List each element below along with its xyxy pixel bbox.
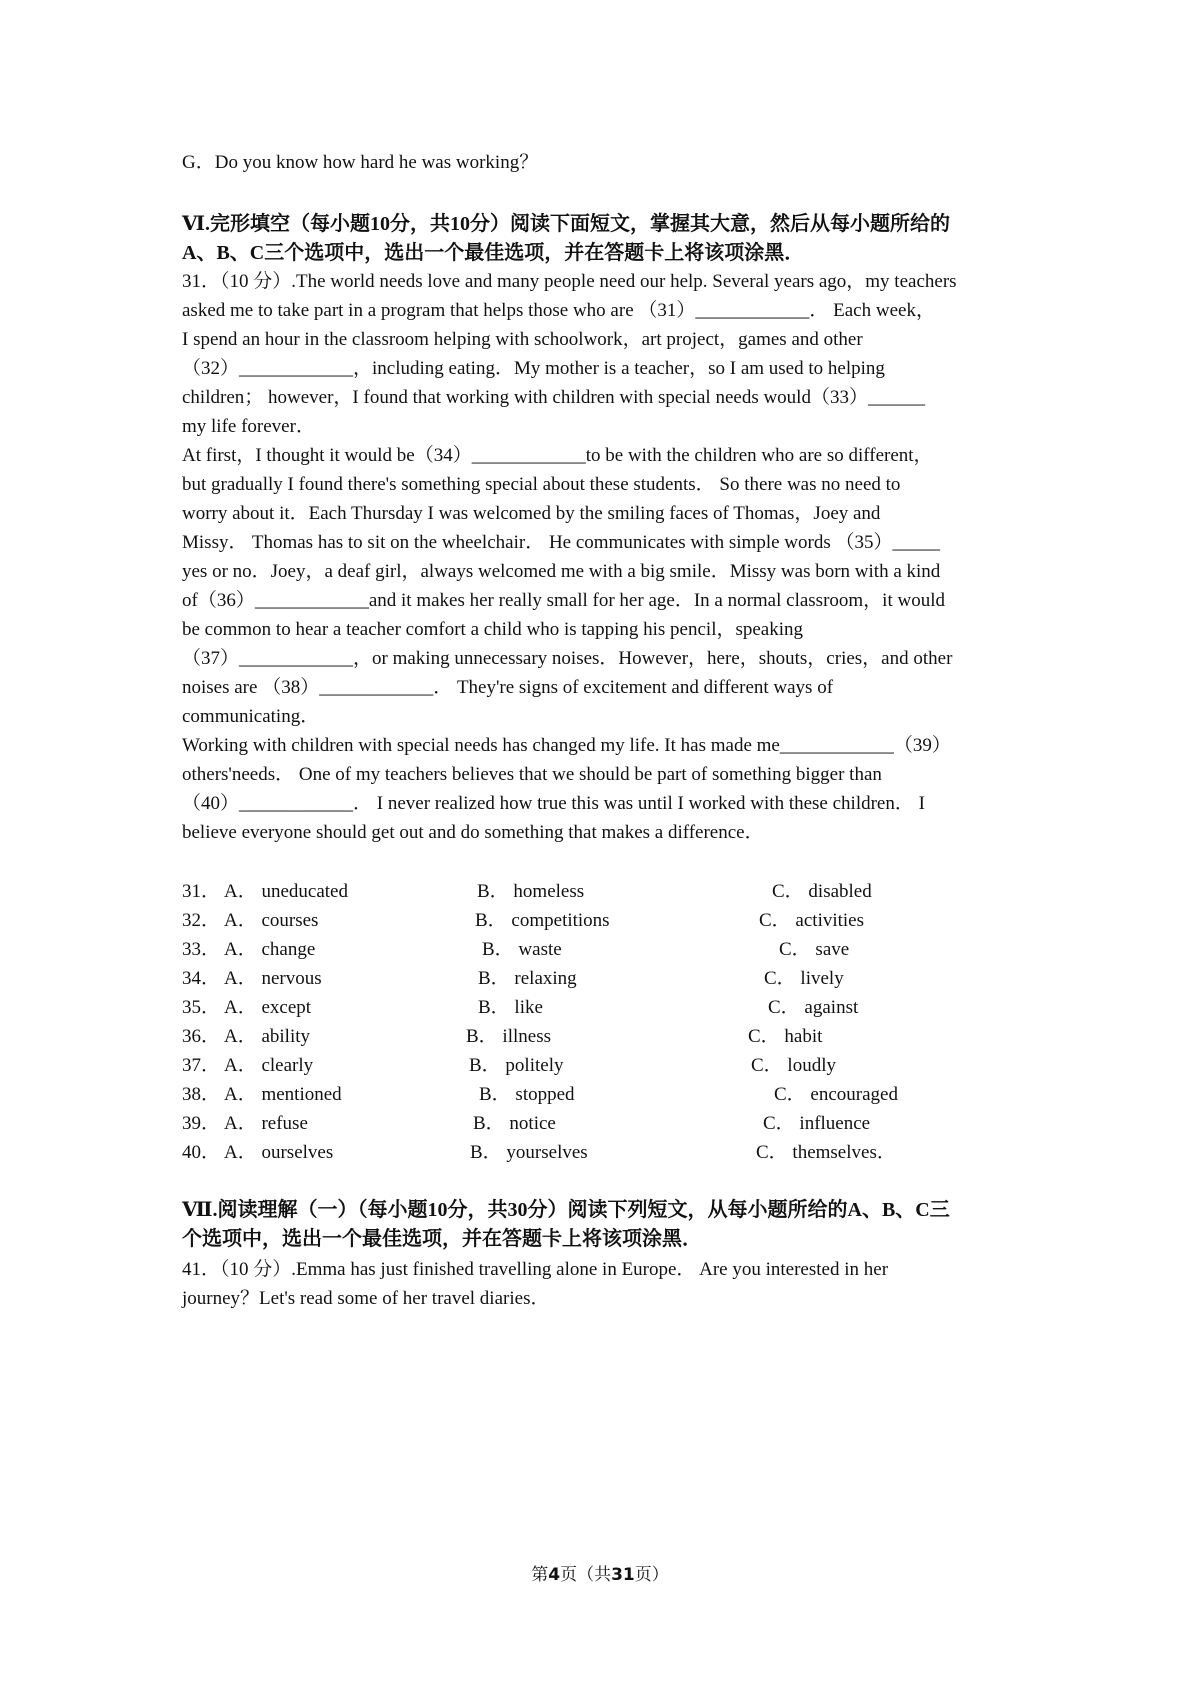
passage-line: （37）____________，or making unnecessary noises．However，here，shouts，cries，and other: [182, 648, 953, 669]
page-footer: [0, 1560, 1200, 1585]
passage-line: be common to hear a teacher comfort a child who is tapping his pencil，speaking: [182, 619, 804, 640]
option-b: B． waste: [482, 939, 562, 960]
option-c: C． lively: [764, 968, 844, 989]
option-row: [182, 1141, 1032, 1165]
option-b: B． homeless: [477, 881, 585, 902]
section6-heading-line1: Ⅵ.完形填空（每小题10分，共10分）阅读下面短文，掌握其大意，然后从每小题所给的: [182, 213, 950, 235]
passage-line: believe everyone should get out and do something that makes a difference．: [182, 822, 764, 843]
option-b: B． stopped: [479, 1084, 575, 1105]
option-a: A． courses: [224, 910, 319, 931]
option-a: A． except: [224, 997, 312, 1018]
passage-line: communicating．: [182, 706, 320, 727]
passage-line: （32）____________，including eating．My mother is a teacher，so I am used to helping: [182, 358, 885, 379]
passage-line: Missy． Thomas has to sit on the wheelchair． He communicates with simple words （35）_____: [182, 532, 940, 553]
passage-line: Working with children with special needs has changed my life. It has made me____________（39）: [182, 735, 951, 756]
footer-total-pages: 31: [611, 1565, 635, 1585]
passage-line: yes or no．Joey，a deaf girl，always welcomed me with a big smile．Missy was born with a kind: [182, 561, 941, 582]
footer-middle: 页（共: [560, 1565, 612, 1584]
option-row: [182, 1112, 1032, 1136]
option-c: C． against: [768, 997, 859, 1018]
option-a: A． mentioned: [224, 1084, 342, 1105]
passage-line: asked me to take part in a program that helps those who are （31）____________． Each week，: [182, 300, 935, 321]
option-a: A． change: [224, 939, 316, 960]
passage-line: others'needs． One of my teachers believes that we should be part of something bigger than: [182, 764, 882, 785]
option-a: A． clearly: [224, 1055, 314, 1076]
section7-intro-line: journey？Let's read some of her travel diaries．: [182, 1288, 550, 1309]
section6-heading-line2: A、B、C三个选项中，选出一个最佳选项，并在答题卡上将该项涂黑．: [182, 242, 805, 264]
passage-line: children； however，I found that working with children with special needs would（33）______: [182, 387, 925, 408]
passage-line: noises are （38）____________． They're signs of excitement and different ways of: [182, 677, 834, 698]
option-row: [182, 967, 1032, 991]
option-row: [182, 938, 1032, 962]
option-g: G．Do you know how hard he was working？: [182, 152, 539, 173]
question-number: 31．: [182, 881, 221, 902]
question-number: 37．: [182, 1055, 221, 1076]
section7-intro-line: 41．（10 分）.Emma has just finished travelling alone in Europe． Are you interested in her: [182, 1259, 889, 1280]
passage-line: but gradually I found there's something special about these students． So there was no need to: [182, 474, 901, 495]
option-b: B． illness: [466, 1026, 551, 1047]
option-b: B． notice: [473, 1113, 556, 1134]
option-row: [182, 909, 1032, 933]
question-number: 33．: [182, 939, 221, 960]
option-row: [182, 1054, 1032, 1078]
option-b: B． relaxing: [478, 968, 577, 989]
option-a: A． uneducated: [224, 881, 348, 902]
option-c: C． activities: [759, 910, 865, 931]
option-c: C． influence: [763, 1113, 871, 1134]
passage-line: of（36）____________and it makes her really small for her age．In a normal classroom，it would: [182, 590, 945, 611]
option-b: B． competitions: [475, 910, 610, 931]
option-b: B． like: [478, 997, 543, 1018]
option-a: A． ability: [224, 1026, 311, 1047]
passage-line: I spend an hour in the classroom helping with schoolwork，art project，games and other: [182, 329, 863, 350]
option-c: C． loudly: [751, 1055, 836, 1076]
question-number: 35．: [182, 997, 221, 1018]
question-number: 40．: [182, 1142, 221, 1163]
option-b: B． yourselves: [470, 1142, 588, 1163]
footer-page-number: 4: [548, 1565, 561, 1585]
option-c: C． habit: [748, 1026, 823, 1047]
passage-line: （40）____________． I never realized how true this was until I worked with these children． I: [182, 793, 925, 814]
option-row: [182, 1083, 1032, 1107]
passage-line: 31．（10 分）.The world needs love and many people need our help. Several years ago，my teachers: [182, 271, 957, 292]
question-number: 38．: [182, 1084, 221, 1105]
section7-heading-line2: 个选项中，选出一个最佳选项，并在答题卡上将该项涂黑．: [182, 1228, 702, 1250]
question-number: 36．: [182, 1026, 221, 1047]
question-number: 32．: [182, 910, 221, 931]
option-c: C． themselves．: [756, 1142, 896, 1163]
option-row: [182, 996, 1032, 1020]
option-row: [182, 880, 1032, 904]
option-a: A． nervous: [224, 968, 322, 989]
passage-line: At first，I thought it would be（34）____________to be with the children who are so different，: [182, 445, 933, 466]
option-row: [182, 1025, 1032, 1049]
option-c: C． save: [779, 939, 850, 960]
footer-suffix: 页）: [634, 1565, 669, 1584]
option-b: B． politely: [469, 1055, 564, 1076]
question-number: 39．: [182, 1113, 221, 1134]
option-c: C． encouraged: [774, 1084, 898, 1105]
option-a: A． ourselves: [224, 1142, 334, 1163]
option-a: A． refuse: [224, 1113, 308, 1134]
question-number: 34．: [182, 968, 221, 989]
passage-line: my life forever．: [182, 416, 315, 437]
section7-heading-line1: Ⅶ.阅读理解（一）（每小题10分，共30分）阅读下列短文，从每小题所给的A、B、C三: [182, 1199, 950, 1221]
footer-prefix: 第: [531, 1565, 549, 1584]
option-c: C． disabled: [772, 881, 872, 902]
passage-line: worry about it．Each Thursday I was welcomed by the smiling faces of Thomas，Joey and: [182, 503, 881, 524]
